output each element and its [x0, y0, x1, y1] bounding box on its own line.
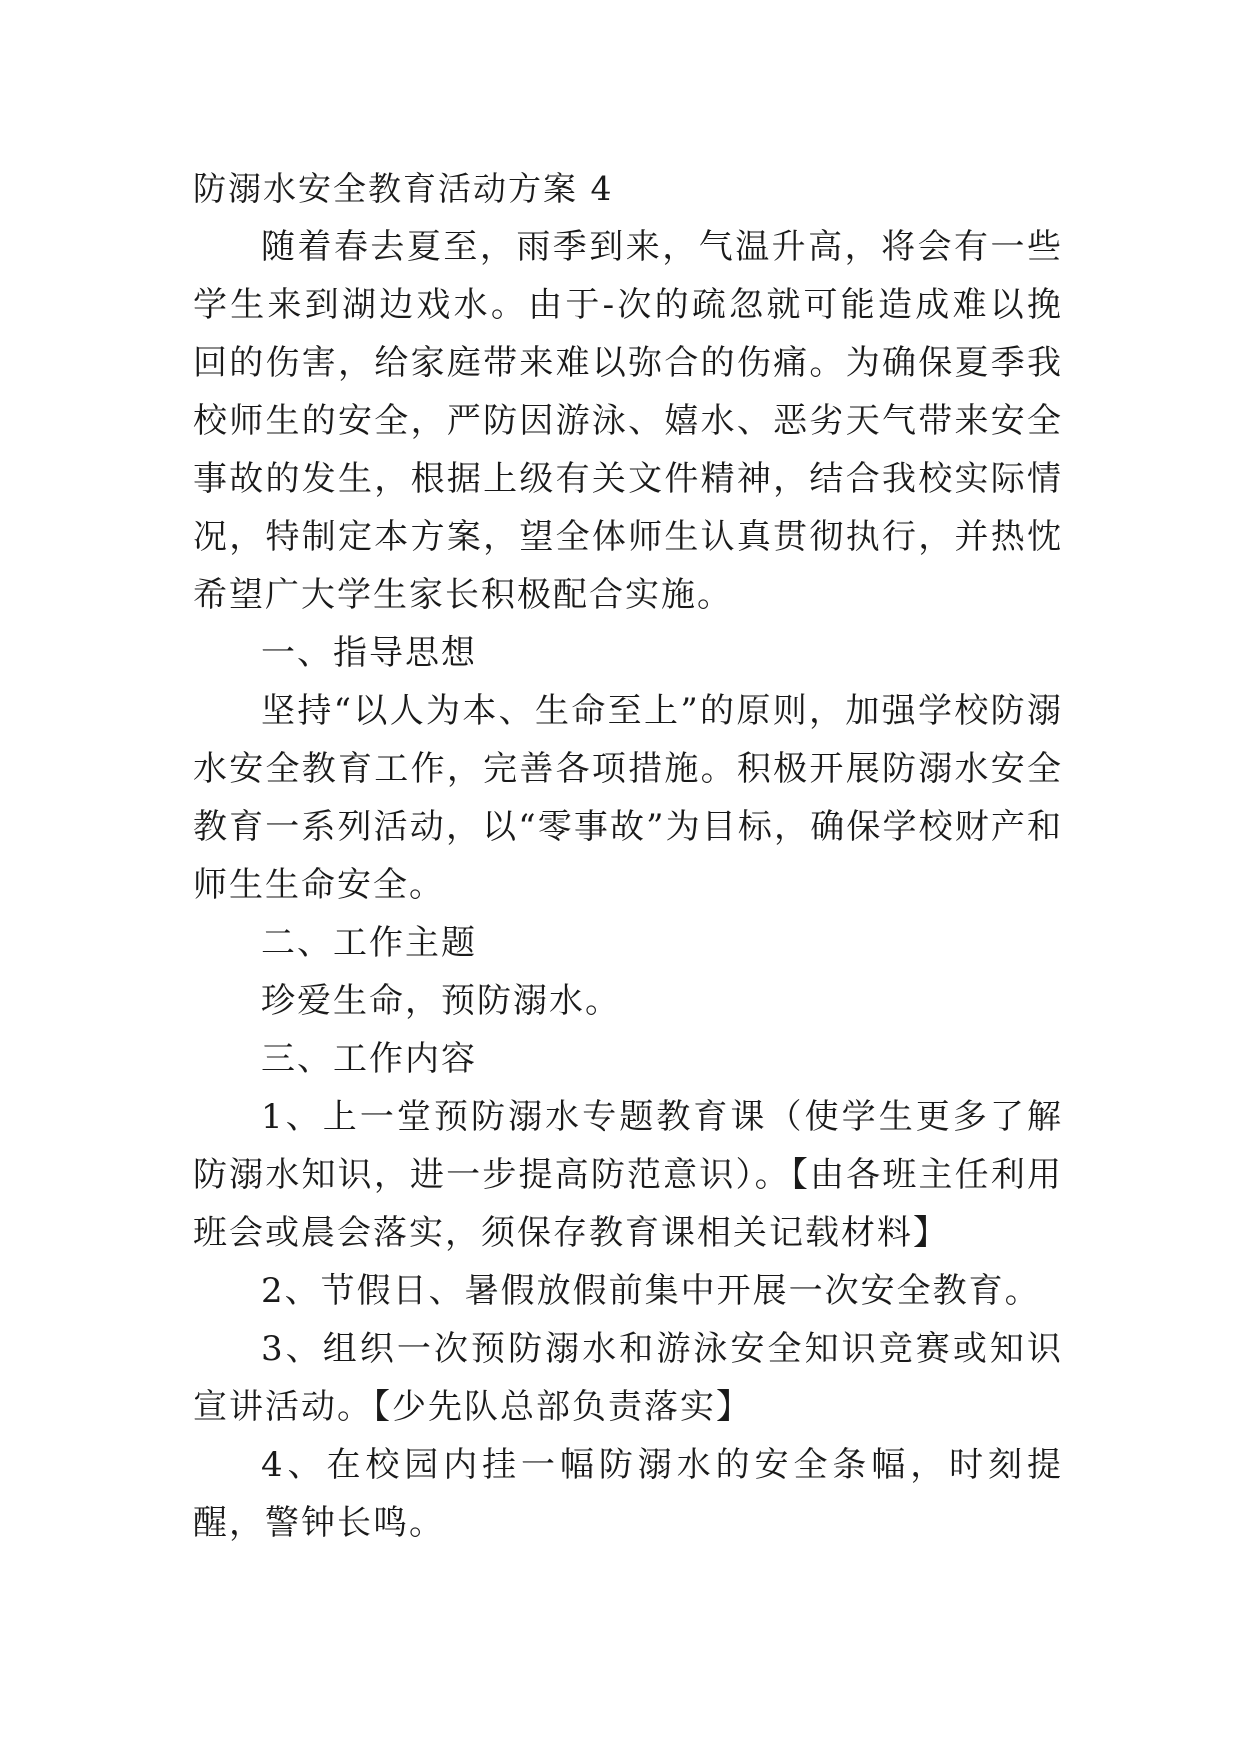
section-body-guiding-thought: 坚持“以人为本、生命至上”的原则，加强学校防溺水安全教育工作，完善各项措施。积极开展防溺水安全教育一系列活动，以“零事故”为目标，确保学校财产和师生生命安全。 [193, 691, 1063, 905]
section-heading-work-content: 三、工作内容 [261, 1039, 477, 1079]
intro-paragraph: 随着春去夏至，雨季到来，气温升高，将会有一些学生来到湖边戏水。由于-次的疏忽就可能造成难以挽回的伤害，给家庭带来难以弥合的伤痛。为确保夏季我校师生的安全，严防因游泳、嬉水、恶劣天气带来安全事故的发生，根据上级有关文件精神，结合我校实际情况，特制定本方案，望全体师生认真贯彻执行，并热忱希望广大学生家长积极配合实施。 [193, 227, 1063, 615]
document-title: 防溺水安全教育活动方案 4 [193, 169, 614, 208]
work-content-item: 3、组织一次预防溺水和游泳安全知识竞赛或知识宣讲活动。【少先队总部负责落实】 [193, 1329, 1063, 1427]
work-content-item: 1、上一堂预防溺水专题教育课（使学生更多了解防溺水知识，进一步提高防范意识）。【由各班主任利用班会或晨会落实，须保存教育课相关记载材料】 [193, 1097, 1063, 1253]
section-heading-work-theme: 二、工作主题 [261, 923, 477, 963]
work-content-item: 2、节假日、暑假放假前集中开展一次安全教育。 [261, 1271, 1041, 1311]
section-heading-guiding-thought: 一、指导思想 [261, 633, 477, 673]
document-body [193, 160, 1063, 1552]
section-body-work-theme: 珍爱生命，预防溺水。 [261, 981, 621, 1021]
work-content-item: 4、在校园内挂一幅防溺水的安全条幅，时刻提醒，警钟长鸣。 [193, 1445, 1063, 1543]
